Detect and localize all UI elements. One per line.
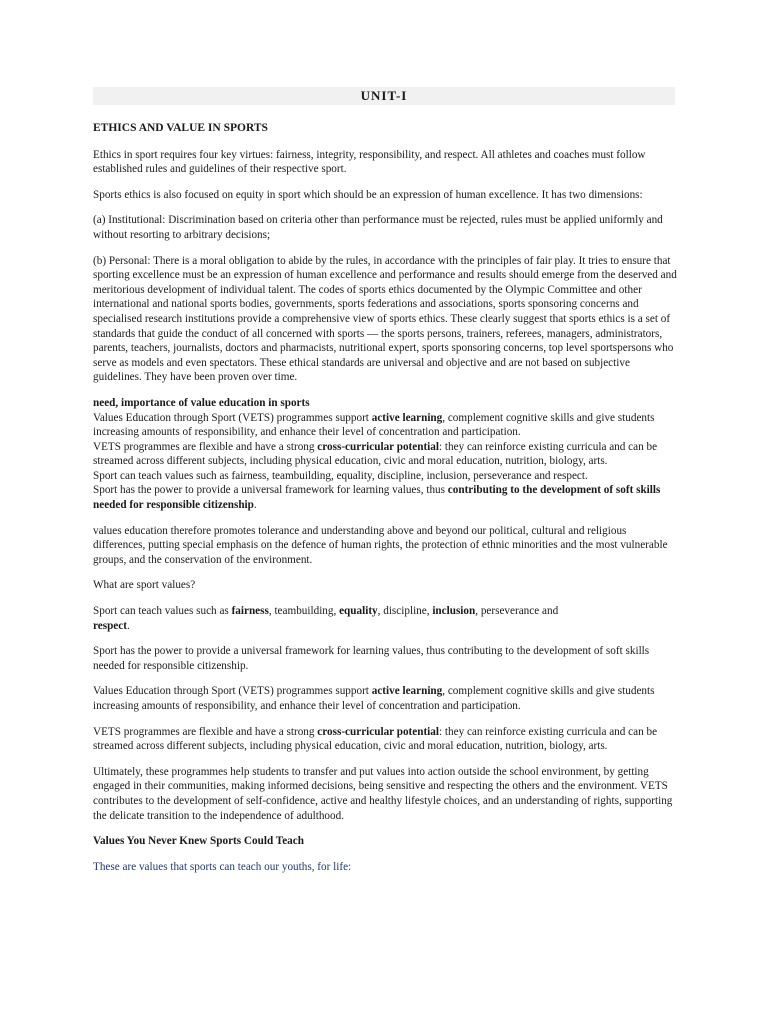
paragraph-tolerance: values education therefore promotes tolerance and understanding above and beyond our political, cultural and religious differences, putting special emphasis on the defence of human rights, the protection of ethnic minorities and the most vulnerable groups, and the conservation of the environment. [93, 524, 668, 566]
need-line-cross-curricular [93, 440, 678, 469]
text: Sport can teach values such as [93, 605, 232, 618]
text: : they can reinforce existing curricula and can be streamed across different subjects, including physical education, civic and moral education, nutrition, biology, arts. [93, 725, 658, 753]
need-line-values: Sport can teach values such as fairness, teambuilding, equality, discipline, inclusion, perseverance and respect. [93, 469, 588, 482]
paragraph-vets-active [93, 684, 678, 713]
text: . [126, 619, 130, 632]
bold-text: active learning [371, 411, 443, 424]
paragraph-equity: Sports ethics is also focused on equity in sport which should be an expression of human excellence. It has two dimensions: [93, 188, 643, 201]
bold-text: fairness [231, 605, 269, 618]
subheading-values-never-knew: Values You Never Knew Sports Could Teach [93, 835, 304, 848]
text: . [253, 499, 257, 512]
document-body [93, 121, 678, 874]
text: : they can reinforce existing curricula and can be streamed across different subjects, including physical education, civic and moral education, nutrition, biology, arts. [93, 440, 658, 468]
paragraph-personal: (b) Personal: There is a moral obligation to abide by the rules, in accordance with the principles of fair play. It tries to ensure that sporting excellence must be an expression of human excellence and performance and results should emerge from the deserved and meritorious development of individual talent. The codes of sports ethics documented by the Olympic Committee and other international and national sports bodies, governments, sports federations and associations, sports sponsoring concerns and specialised research institutions provide a comprehensive view of sports ethics. These clearly suggest that sports ethics is a set of standards that guide the conduct of all concerned with sports — the sports persons, trainers, referees, managers, administrators, parents, teachers, journalists, doctors and pharmacists, nutritional expert, sports sponsoring concerns, top level sportspersons who serve as models and even spectators. These ethical standards are universal and objective and are not based on subjective guidelines. They have been proven over time. [93, 254, 677, 384]
bold-text: contributing to the development of soft skills needed for responsible citizenship [93, 484, 661, 512]
text: , complement cognitive skills and give students increasing amounts of responsibility, and enhance their level of concentration and participation. [93, 685, 655, 712]
need-line-active-learning [93, 411, 678, 440]
paragraph-institutional: (a) Institutional: Discrimination based on criteria other than performance must be rejected, rules must be applied uniformly and without resorting to arbitrary decisions; [93, 214, 663, 241]
text: , discipline, [377, 605, 433, 618]
paragraph-virtues: Ethics in sport requires four key virtues: fairness, integrity, responsibility, and respect. All athletes and coaches must follow established rules and guidelines of their respective sport. [93, 148, 646, 176]
text: , teambuilding, [268, 605, 340, 618]
bold-text: active learning [371, 685, 443, 698]
bold-text: cross-curricular potential [317, 440, 439, 453]
need-heading: need, importance of value education in sports [93, 396, 310, 409]
text: Values Education through Sport (VETS) programmes support [93, 685, 372, 698]
text: , complement cognitive skills and give students increasing amounts of responsibility, and enhance their level of concentration and participation. [93, 411, 655, 439]
need-line-framework [93, 483, 678, 512]
text: VETS programmes are flexible and have a strong [93, 440, 318, 453]
paragraph-vets-flexible [93, 725, 678, 754]
text: Values Education through Sport (VETS) programmes support [93, 411, 372, 424]
paragraph-values-for-life: These are values that sports can teach our youths, for life: [93, 860, 352, 873]
bold-text: respect [93, 619, 127, 632]
section-heading: ETHICS AND VALUE IN SPORTS [93, 122, 268, 134]
bold-text: equality [339, 605, 378, 618]
bold-text: inclusion [432, 605, 476, 618]
unit-title: UNIT-I [360, 88, 408, 103]
paragraph-framework: Sport has the power to provide a universal framework for learning values, thus contributing to the development of soft skills needed for responsible citizenship. [93, 645, 650, 672]
paragraph-ultimately: Ultimately, these programmes help students to transfer and put values into action outside the school environment, by getting engaged in their communities, making informed decisions, being sensitive and respecting the others and the environment. VETS contributes to the development of self-confidence, active and healthy lifestyle choices, and an understanding of rights, supporting the delicate transition to the independence of adulthood. [93, 765, 673, 822]
text: Sport has the power to provide a universal framework for learning values, thus [93, 484, 448, 497]
bold-text: cross-curricular potential [317, 725, 439, 738]
text: , perseverance and [475, 605, 559, 618]
question-sport-values: What are sport values? [93, 579, 196, 592]
paragraph-sport-values [93, 604, 678, 633]
text: VETS programmes are flexible and have a strong [93, 725, 318, 738]
